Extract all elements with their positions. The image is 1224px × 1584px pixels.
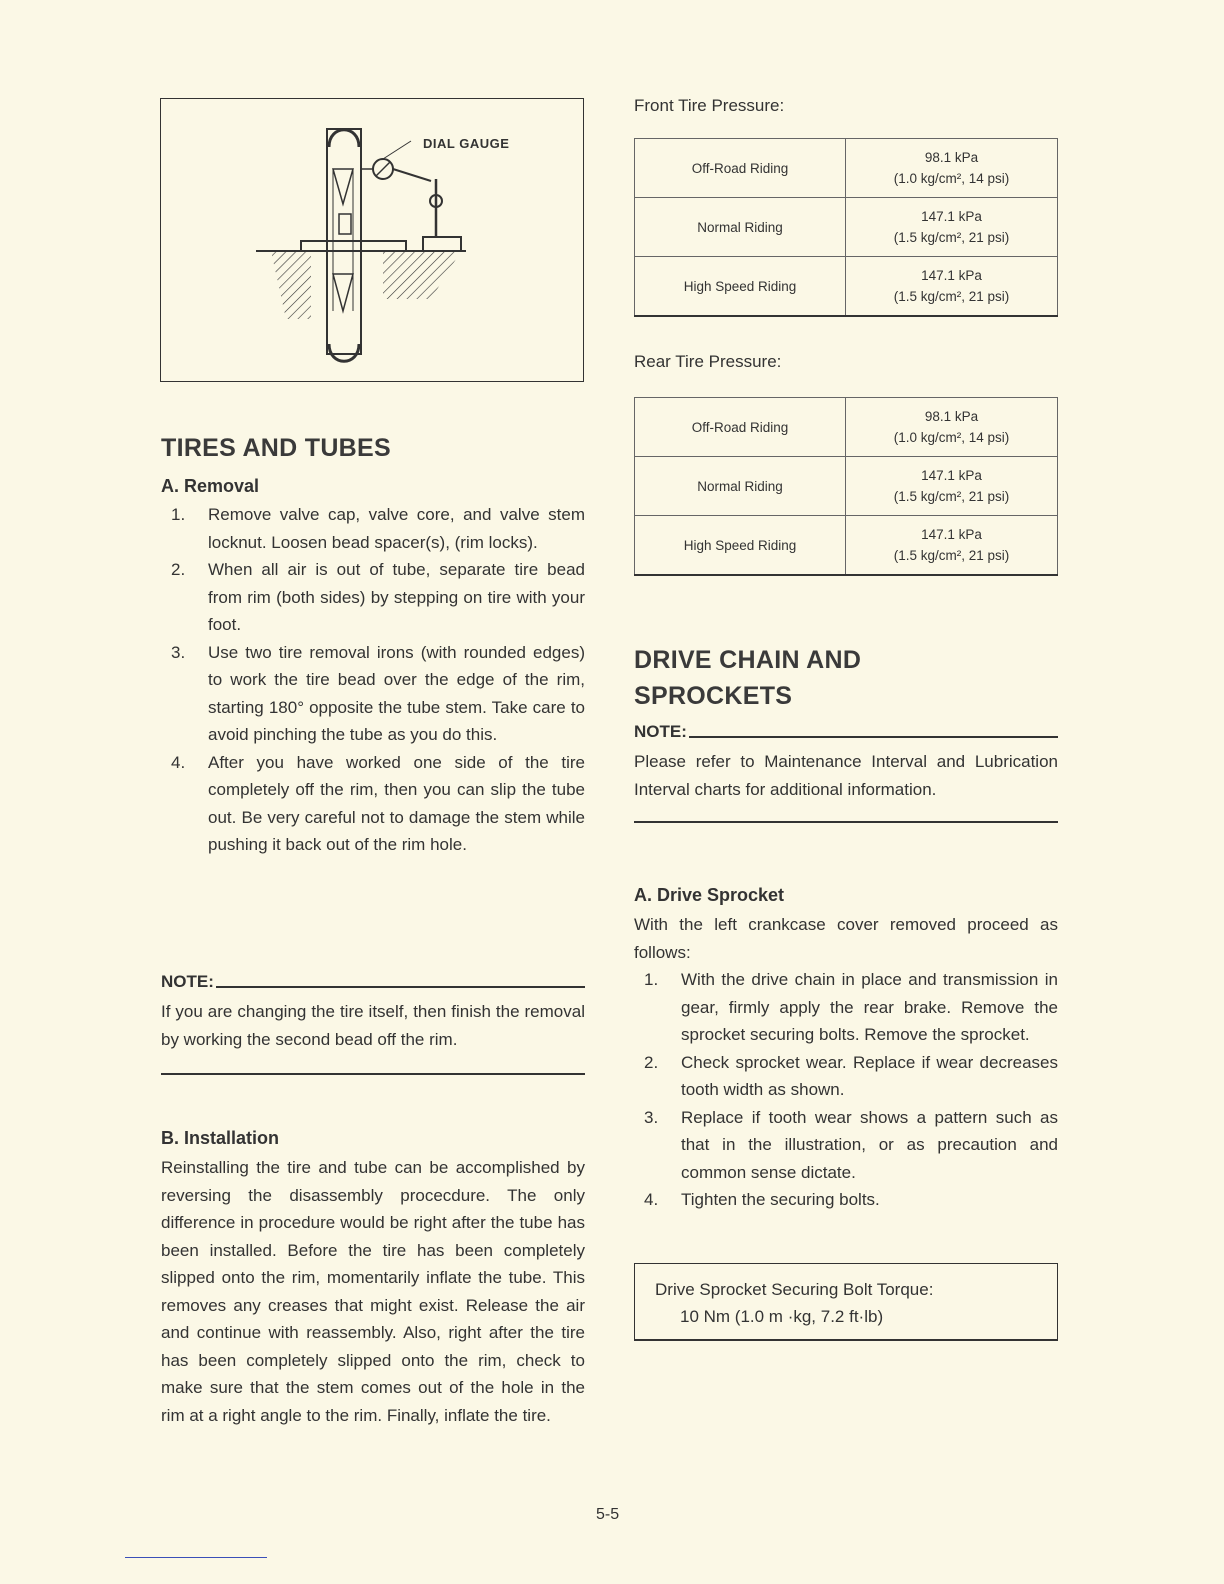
torque-value: 10 Nm (1.0 m ·kg, 7.2 ft·lb): [680, 1307, 884, 1326]
torque-label: Drive Sprocket Securing Bolt Torque:: [655, 1280, 934, 1299]
note-text: Please refer to Maintenance Interval and Lubrication Interval charts for additional information.: [634, 752, 1058, 799]
note-rule-top: [689, 736, 1058, 738]
drive-chain-title-line2: SPROCKETS: [634, 682, 793, 710]
dial-gauge-figure: [160, 98, 584, 382]
removal-note: [161, 972, 585, 1075]
step-text: With the drive chain in place and transmission in gear, firmly apply the rear brake. Remove the sprocket securing bolts. Remove the sprocket.: [681, 970, 1058, 1044]
drive-chain-title-line1: DRIVE CHAIN AND: [634, 646, 862, 674]
rear-pressure-title: Rear Tire Pressure:: [634, 352, 782, 371]
removal-heading: A. Removal: [161, 476, 260, 496]
note-rule-bottom: [161, 1073, 585, 1075]
riding-condition: High Speed Riding: [635, 257, 846, 317]
riding-condition: Normal Riding: [635, 457, 846, 516]
drive-chain-title: [634, 642, 861, 714]
step-text: Tighten the securing bolts.: [681, 1190, 880, 1209]
installation-heading: B. Installation: [161, 1128, 280, 1148]
torque-spec-box: [634, 1263, 1058, 1341]
table-row: [635, 198, 1058, 257]
note-header: [161, 972, 585, 992]
drive-chain-note: [634, 722, 1058, 823]
drive-sprocket-intro: With the left crankcase cover removed proceed as follows:: [634, 915, 1058, 962]
removal-step: [161, 749, 585, 859]
wheel-runout-illustration: [161, 99, 585, 383]
step-text: Use two tire removal irons (with rounded edges) to work the tire bead over the edge of the rim, starting 180° opposite the tube stem. Take care to avoid pinching the tube as you do this.: [208, 642, 585, 744]
dial-gauge-label: DIAL GAUGE: [423, 136, 510, 151]
sprocket-step: [634, 1049, 1058, 1104]
note-rule-top: [216, 986, 585, 988]
table-row: [635, 398, 1058, 457]
step-number: 1.: [644, 970, 659, 989]
sprocket-step: [634, 1104, 1058, 1187]
note-rule-bottom: [634, 821, 1058, 823]
sprocket-step: [634, 966, 1058, 1049]
note-header: [634, 722, 1058, 742]
step-number: 1.: [171, 505, 186, 524]
front-pressure-table: [634, 138, 1058, 317]
step-number: 4.: [171, 752, 186, 772]
pressure-value: 98.1 kPa (1.0 kg/cm², 14 psi): [846, 398, 1058, 457]
pressure-value: 147.1 kPa (1.5 kg/cm², 21 psi): [846, 198, 1058, 257]
pressure-value: 98.1 kPa (1.0 kg/cm², 14 psi): [846, 139, 1058, 198]
table-row: [635, 516, 1058, 576]
riding-condition: Normal Riding: [635, 198, 846, 257]
step-text: Remove valve cap, valve core, and valve stem locknut. Loosen bead spacer(s), (rim locks).: [208, 505, 585, 552]
table-row: [635, 257, 1058, 317]
step-text: When all air is out of tube, separate tire bead from rim (both sides) by stepping on tire with your foot.: [208, 560, 585, 634]
removal-steps: [161, 501, 585, 859]
installation-text: Reinstalling the tire and tube can be accomplished by reversing the disassembly procecdure. The only difference in procedure would be right after the tube has been installed. Before the tire has been completely slipped onto the rim, momentarily inflate the tube. This removes any creases that might exist. Release the air and continue with reassembly. Also, right after the tire has been completely slipped onto the rim, check to make sure that the stem comes out of the hole in the rim at a right angle to the rim. Finally, inflate the tire.: [161, 1158, 585, 1425]
step-number: 3.: [644, 1107, 659, 1127]
drive-sprocket-section: [634, 911, 1058, 1214]
step-text: After you have worked one side of the tire completely off the rim, then you can slip the tube out. Be very careful not to damage the stem while pushing it back out of the rim hole.: [208, 752, 585, 854]
pressure-value: 147.1 kPa (1.5 kg/cm², 21 psi): [846, 457, 1058, 516]
tires-section-title: TIRES AND TUBES: [161, 434, 391, 462]
note-label: NOTE:: [161, 972, 214, 991]
removal-step: [161, 556, 585, 639]
step-number: 4.: [644, 1190, 659, 1209]
riding-condition: High Speed Riding: [635, 516, 846, 576]
note-label: NOTE:: [634, 722, 687, 741]
riding-condition: Off-Road Riding: [635, 139, 846, 198]
step-number: 3.: [171, 642, 186, 662]
step-text: Check sprocket wear. Replace if wear decreases tooth width as shown.: [681, 1052, 1058, 1099]
step-number: 2.: [644, 1052, 659, 1072]
removal-step: [161, 501, 585, 556]
table-row: [635, 139, 1058, 198]
page-number: 5-5: [596, 1506, 620, 1523]
rear-pressure-table: [634, 397, 1058, 576]
note-text: If you are changing the tire itself, then finish the removal by working the second bead off the rim.: [161, 1002, 585, 1049]
pressure-value: 147.1 kPa (1.5 kg/cm², 21 psi): [846, 516, 1058, 576]
pressure-value: 147.1 kPa (1.5 kg/cm², 21 psi): [846, 257, 1058, 317]
sprocket-step: [634, 1186, 1058, 1214]
bottom-underline: [125, 1557, 267, 1558]
removal-step: [161, 639, 585, 749]
step-text: Replace if tooth wear shows a pattern such as that in the illustration, or as precaution and common sense dictate.: [681, 1107, 1058, 1182]
drive-sprocket-heading: A. Drive Sprocket: [634, 885, 785, 905]
front-pressure-title: Front Tire Pressure:: [634, 96, 785, 115]
riding-condition: Off-Road Riding: [635, 398, 846, 457]
table-row: [635, 457, 1058, 516]
step-number: 2.: [171, 560, 186, 579]
